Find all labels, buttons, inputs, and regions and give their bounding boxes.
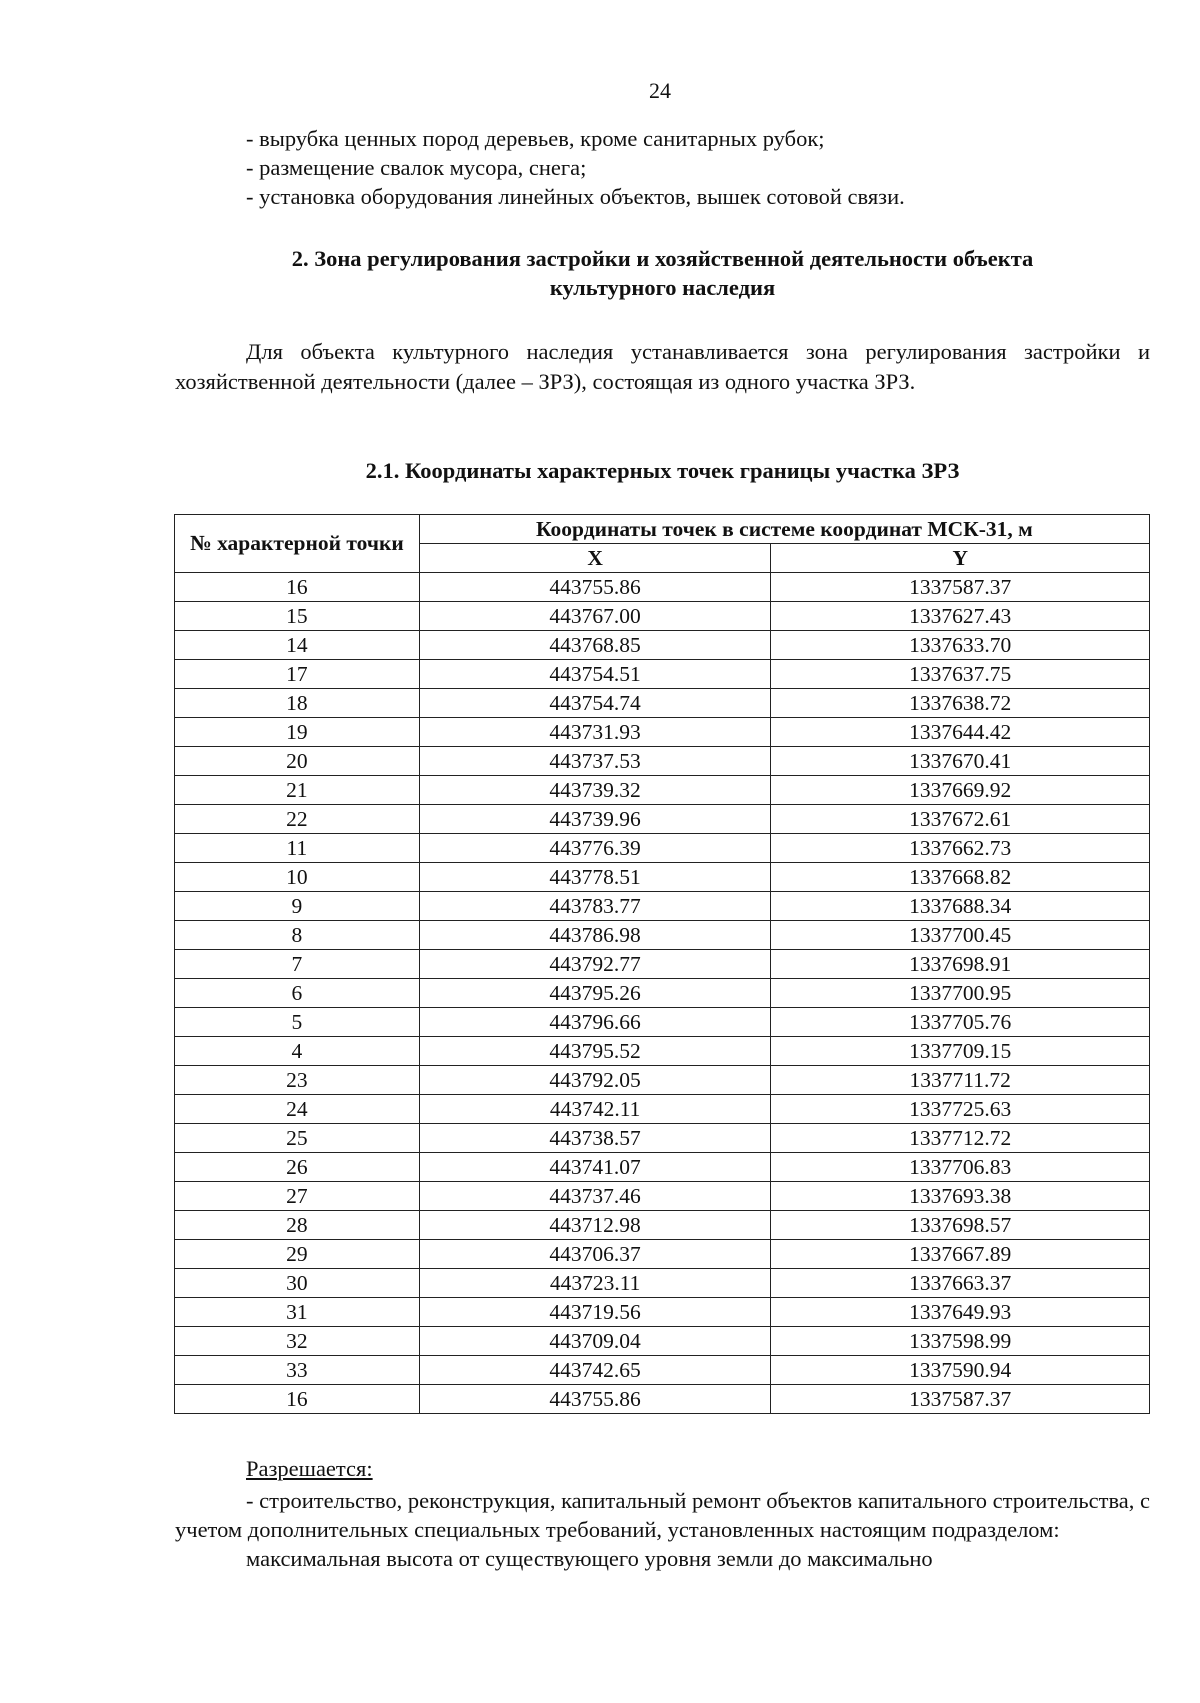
header-coordinates: Координаты точек в системе координат МСК-31, м	[419, 515, 1149, 544]
y-coordinate-cell: 1337700.95	[771, 979, 1150, 1008]
allowed-heading: Разрешается:	[246, 1456, 373, 1481]
restriction-item: - размещение свалок мусора, снега;	[246, 155, 587, 180]
point-number-cell: 26	[175, 1153, 420, 1182]
table-row	[175, 573, 1150, 602]
y-coordinate-cell: 1337649.93	[771, 1298, 1150, 1327]
point-number-cell: 5	[175, 1008, 420, 1037]
y-coordinate-cell: 1337633.70	[771, 631, 1150, 660]
y-coordinate-cell: 1337590.94	[771, 1356, 1150, 1385]
point-number-cell: 8	[175, 921, 420, 950]
header-x: X	[419, 544, 771, 573]
point-number-cell: 11	[175, 834, 420, 863]
y-coordinate-cell: 1337688.34	[771, 892, 1150, 921]
point-number-cell: 14	[175, 631, 420, 660]
x-coordinate-cell: 443737.46	[419, 1182, 771, 1211]
x-coordinate-cell: 443706.37	[419, 1240, 771, 1269]
table-row	[175, 747, 1150, 776]
x-coordinate-cell: 443792.77	[419, 950, 771, 979]
y-coordinate-cell: 1337706.83	[771, 1153, 1150, 1182]
table-row	[175, 602, 1150, 631]
table-row	[175, 1008, 1150, 1037]
y-coordinate-cell: 1337587.37	[771, 1385, 1150, 1414]
table-row	[175, 1124, 1150, 1153]
x-coordinate-cell: 443796.66	[419, 1008, 771, 1037]
page-number: 24	[649, 78, 671, 103]
x-coordinate-cell: 443795.52	[419, 1037, 771, 1066]
x-coordinate-cell: 443768.85	[419, 631, 771, 660]
restriction-item: - установка оборудования линейных объектов, вышек сотовой связи.	[246, 184, 905, 209]
point-number-cell: 16	[175, 1385, 420, 1414]
y-coordinate-cell: 1337725.63	[771, 1095, 1150, 1124]
x-coordinate-cell: 443742.65	[419, 1356, 771, 1385]
y-coordinate-cell: 1337587.37	[771, 573, 1150, 602]
y-coordinate-cell: 1337669.92	[771, 776, 1150, 805]
point-number-cell: 16	[175, 573, 420, 602]
point-number-cell: 25	[175, 1124, 420, 1153]
y-coordinate-cell: 1337698.91	[771, 950, 1150, 979]
x-coordinate-cell: 443709.04	[419, 1327, 771, 1356]
table-row	[175, 1356, 1150, 1385]
coordinates-table	[174, 514, 1150, 1414]
point-number-cell: 7	[175, 950, 420, 979]
x-coordinate-cell: 443755.86	[419, 573, 771, 602]
point-number-cell: 9	[175, 892, 420, 921]
point-number-cell: 10	[175, 863, 420, 892]
intro-paragraph: Для объекта культурного наследия устанавливается зона регулирования застройки и хозяйственной деятельности (далее – ЗРЗ), состоящая из одного участка ЗРЗ.	[175, 339, 1150, 394]
allowed-paragraph: максимальная высота от существующего уровня земли до максимально	[246, 1546, 933, 1571]
table-row	[175, 1211, 1150, 1240]
point-number-cell: 17	[175, 660, 420, 689]
coordinates-table-body	[175, 573, 1150, 1414]
section-title	[175, 244, 1150, 302]
table-row	[175, 1240, 1150, 1269]
table-row	[175, 689, 1150, 718]
table-row	[175, 1298, 1150, 1327]
y-coordinate-cell: 1337672.61	[771, 805, 1150, 834]
point-number-cell: 31	[175, 1298, 420, 1327]
point-number-cell: 6	[175, 979, 420, 1008]
x-coordinate-cell: 443738.57	[419, 1124, 771, 1153]
table-row	[175, 863, 1150, 892]
x-coordinate-cell: 443778.51	[419, 863, 771, 892]
y-coordinate-cell: 1337705.76	[771, 1008, 1150, 1037]
y-coordinate-cell: 1337627.43	[771, 602, 1150, 631]
y-coordinate-cell: 1337711.72	[771, 1066, 1150, 1095]
x-coordinate-cell: 443739.96	[419, 805, 771, 834]
x-coordinate-cell: 443754.51	[419, 660, 771, 689]
table-row	[175, 1385, 1150, 1414]
table-row	[175, 776, 1150, 805]
x-coordinate-cell: 443783.77	[419, 892, 771, 921]
y-coordinate-cell: 1337644.42	[771, 718, 1150, 747]
section-title-line: 2. Зона регулирования застройки и хозяйственной деятельности объекта	[291, 246, 1034, 271]
y-coordinate-cell: 1337662.73	[771, 834, 1150, 863]
y-coordinate-cell: 1337709.15	[771, 1037, 1150, 1066]
x-coordinate-cell: 443731.93	[419, 718, 771, 747]
x-coordinate-cell: 443742.11	[419, 1095, 771, 1124]
y-coordinate-cell: 1337670.41	[771, 747, 1150, 776]
x-coordinate-cell: 443767.00	[419, 602, 771, 631]
y-coordinate-cell: 1337693.38	[771, 1182, 1150, 1211]
y-coordinate-cell: 1337712.72	[771, 1124, 1150, 1153]
y-coordinate-cell: 1337667.89	[771, 1240, 1150, 1269]
y-coordinate-cell: 1337638.72	[771, 689, 1150, 718]
x-coordinate-cell: 443712.98	[419, 1211, 771, 1240]
table-row	[175, 1095, 1150, 1124]
x-coordinate-cell: 443792.05	[419, 1066, 771, 1095]
table-row	[175, 660, 1150, 689]
table-row	[175, 1327, 1150, 1356]
table-row	[175, 1037, 1150, 1066]
table-row	[175, 1066, 1150, 1095]
table-row	[175, 1153, 1150, 1182]
x-coordinate-cell: 443737.53	[419, 747, 771, 776]
y-coordinate-cell: 1337663.37	[771, 1269, 1150, 1298]
x-coordinate-cell: 443741.07	[419, 1153, 771, 1182]
table-row	[175, 921, 1150, 950]
x-coordinate-cell: 443723.11	[419, 1269, 771, 1298]
point-number-cell: 24	[175, 1095, 420, 1124]
header-point-number: № характерной точки	[175, 515, 420, 573]
point-number-cell: 4	[175, 1037, 420, 1066]
y-coordinate-cell: 1337698.57	[771, 1211, 1150, 1240]
point-number-cell: 33	[175, 1356, 420, 1385]
restriction-item: - вырубка ценных пород деревьев, кроме санитарных рубок;	[246, 126, 825, 151]
table-title: 2.1. Координаты характерных точек границы участка ЗРЗ	[365, 458, 960, 483]
y-coordinate-cell: 1337598.99	[771, 1327, 1150, 1356]
x-coordinate-cell: 443755.86	[419, 1385, 771, 1414]
x-coordinate-cell: 443739.32	[419, 776, 771, 805]
x-coordinate-cell: 443795.26	[419, 979, 771, 1008]
x-coordinate-cell: 443754.74	[419, 689, 771, 718]
point-number-cell: 32	[175, 1327, 420, 1356]
section-title-line: культурного наследия	[549, 275, 776, 300]
point-number-cell: 22	[175, 805, 420, 834]
point-number-cell: 23	[175, 1066, 420, 1095]
point-number-cell: 27	[175, 1182, 420, 1211]
point-number-cell: 29	[175, 1240, 420, 1269]
x-coordinate-cell: 443786.98	[419, 921, 771, 950]
allowed-text	[175, 1486, 1150, 1573]
point-number-cell: 20	[175, 747, 420, 776]
table-row	[175, 979, 1150, 1008]
point-number-cell: 15	[175, 602, 420, 631]
point-number-cell: 28	[175, 1211, 420, 1240]
restriction-list	[246, 124, 905, 211]
table-row	[175, 1182, 1150, 1211]
point-number-cell: 18	[175, 689, 420, 718]
table-row	[175, 950, 1150, 979]
point-number-cell: 19	[175, 718, 420, 747]
y-coordinate-cell: 1337637.75	[771, 660, 1150, 689]
table-row	[175, 718, 1150, 747]
table-row	[175, 805, 1150, 834]
table-row	[175, 892, 1150, 921]
table-row	[175, 1269, 1150, 1298]
allowed-paragraph: - строительство, реконструкция, капитальный ремонт объектов капитального строительства, с учетом дополнительных специальных требований, установленных настоящим подразделом:	[175, 1488, 1150, 1542]
table-row	[175, 834, 1150, 863]
point-number-cell: 21	[175, 776, 420, 805]
table-row	[175, 631, 1150, 660]
y-coordinate-cell: 1337700.45	[771, 921, 1150, 950]
y-coordinate-cell: 1337668.82	[771, 863, 1150, 892]
x-coordinate-cell: 443719.56	[419, 1298, 771, 1327]
x-coordinate-cell: 443776.39	[419, 834, 771, 863]
point-number-cell: 30	[175, 1269, 420, 1298]
header-y: Y	[771, 544, 1150, 573]
